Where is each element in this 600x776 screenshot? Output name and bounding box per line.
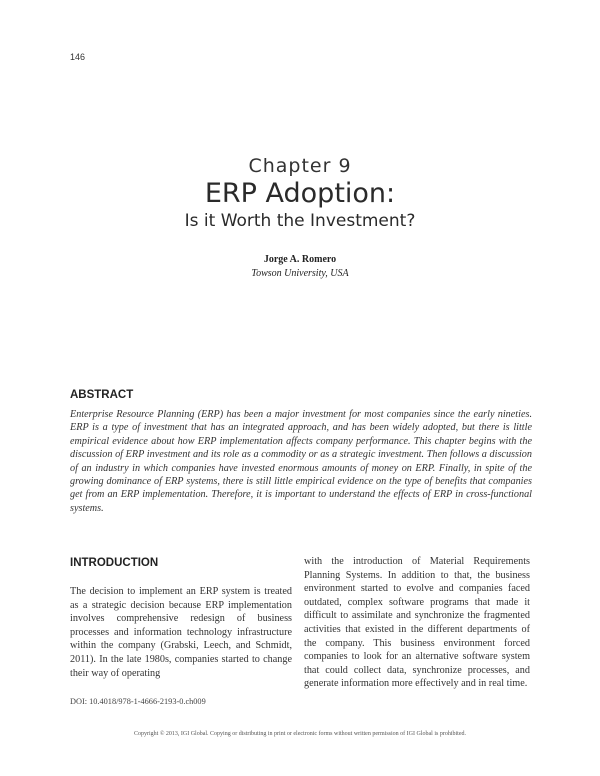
author-name: Jorge A. Romero: [263, 254, 337, 265]
chapter-title: ERP Adoption:: [204, 178, 396, 209]
doi: DOI: 10.4018/978-1-4666-2193-0.ch009: [70, 697, 206, 706]
copyright-notice: Copyright © 2013, IGI Global. Copying or distributing in print or electronic forms without written permission of IGI Global is prohibited.: [133, 731, 466, 737]
introduction-heading: INTRODUCTION: [70, 557, 159, 569]
chapter-label: Chapter 9: [248, 155, 352, 177]
chapter-subtitle: Is it Worth the Investment?: [184, 211, 416, 231]
introduction-left-column: The decision to implement an ERP system is treated as a strategic decision because ERP implementation involves comprehensive redesign of business processes and information technology infrastructure within the company (Grabski, Leech, and Schmidt, 2011). In the late 1980s, companies started to change their way of operating: [70, 586, 292, 679]
abstract-body: Enterprise Resource Planning (ERP) has been a major investment for most companies since the early nineties. ERP is a type of investment that has an integrated approach, and has been widely adopted, but there is little empirical evidence about how ERP implementation affects company performance. This chapter begins with the discussion of ERP investment and its role as a commodity or as a strategic investment. Then follows a discussion of an industry in which companies have invested enormous amounts of money on ERP. Finally, in spite of the growing dominance of ERP systems, there is still little empirical evidence on the type of benefits that companies get from an ERP implementation. Therefore, it is important to understand the effects of ERP in cross-functional systems.: [70, 409, 532, 514]
author-affiliation: Towson University, USA: [251, 268, 349, 279]
abstract-heading: ABSTRACT: [70, 389, 134, 401]
introduction-right-column: with the introduction of Material Requirements Planning Systems. In addition to that, the business environment started to evolve and companies faced outdated, complex software programs that made it difficult to assimilate and synchronize the fragmented activities that existed in the different departments of the company. This business environment forced companies to look for an alternative software system that could collect data, synchronize processes, and generate information more effectively and in real time.: [304, 556, 530, 690]
page-number: 146: [70, 52, 86, 62]
